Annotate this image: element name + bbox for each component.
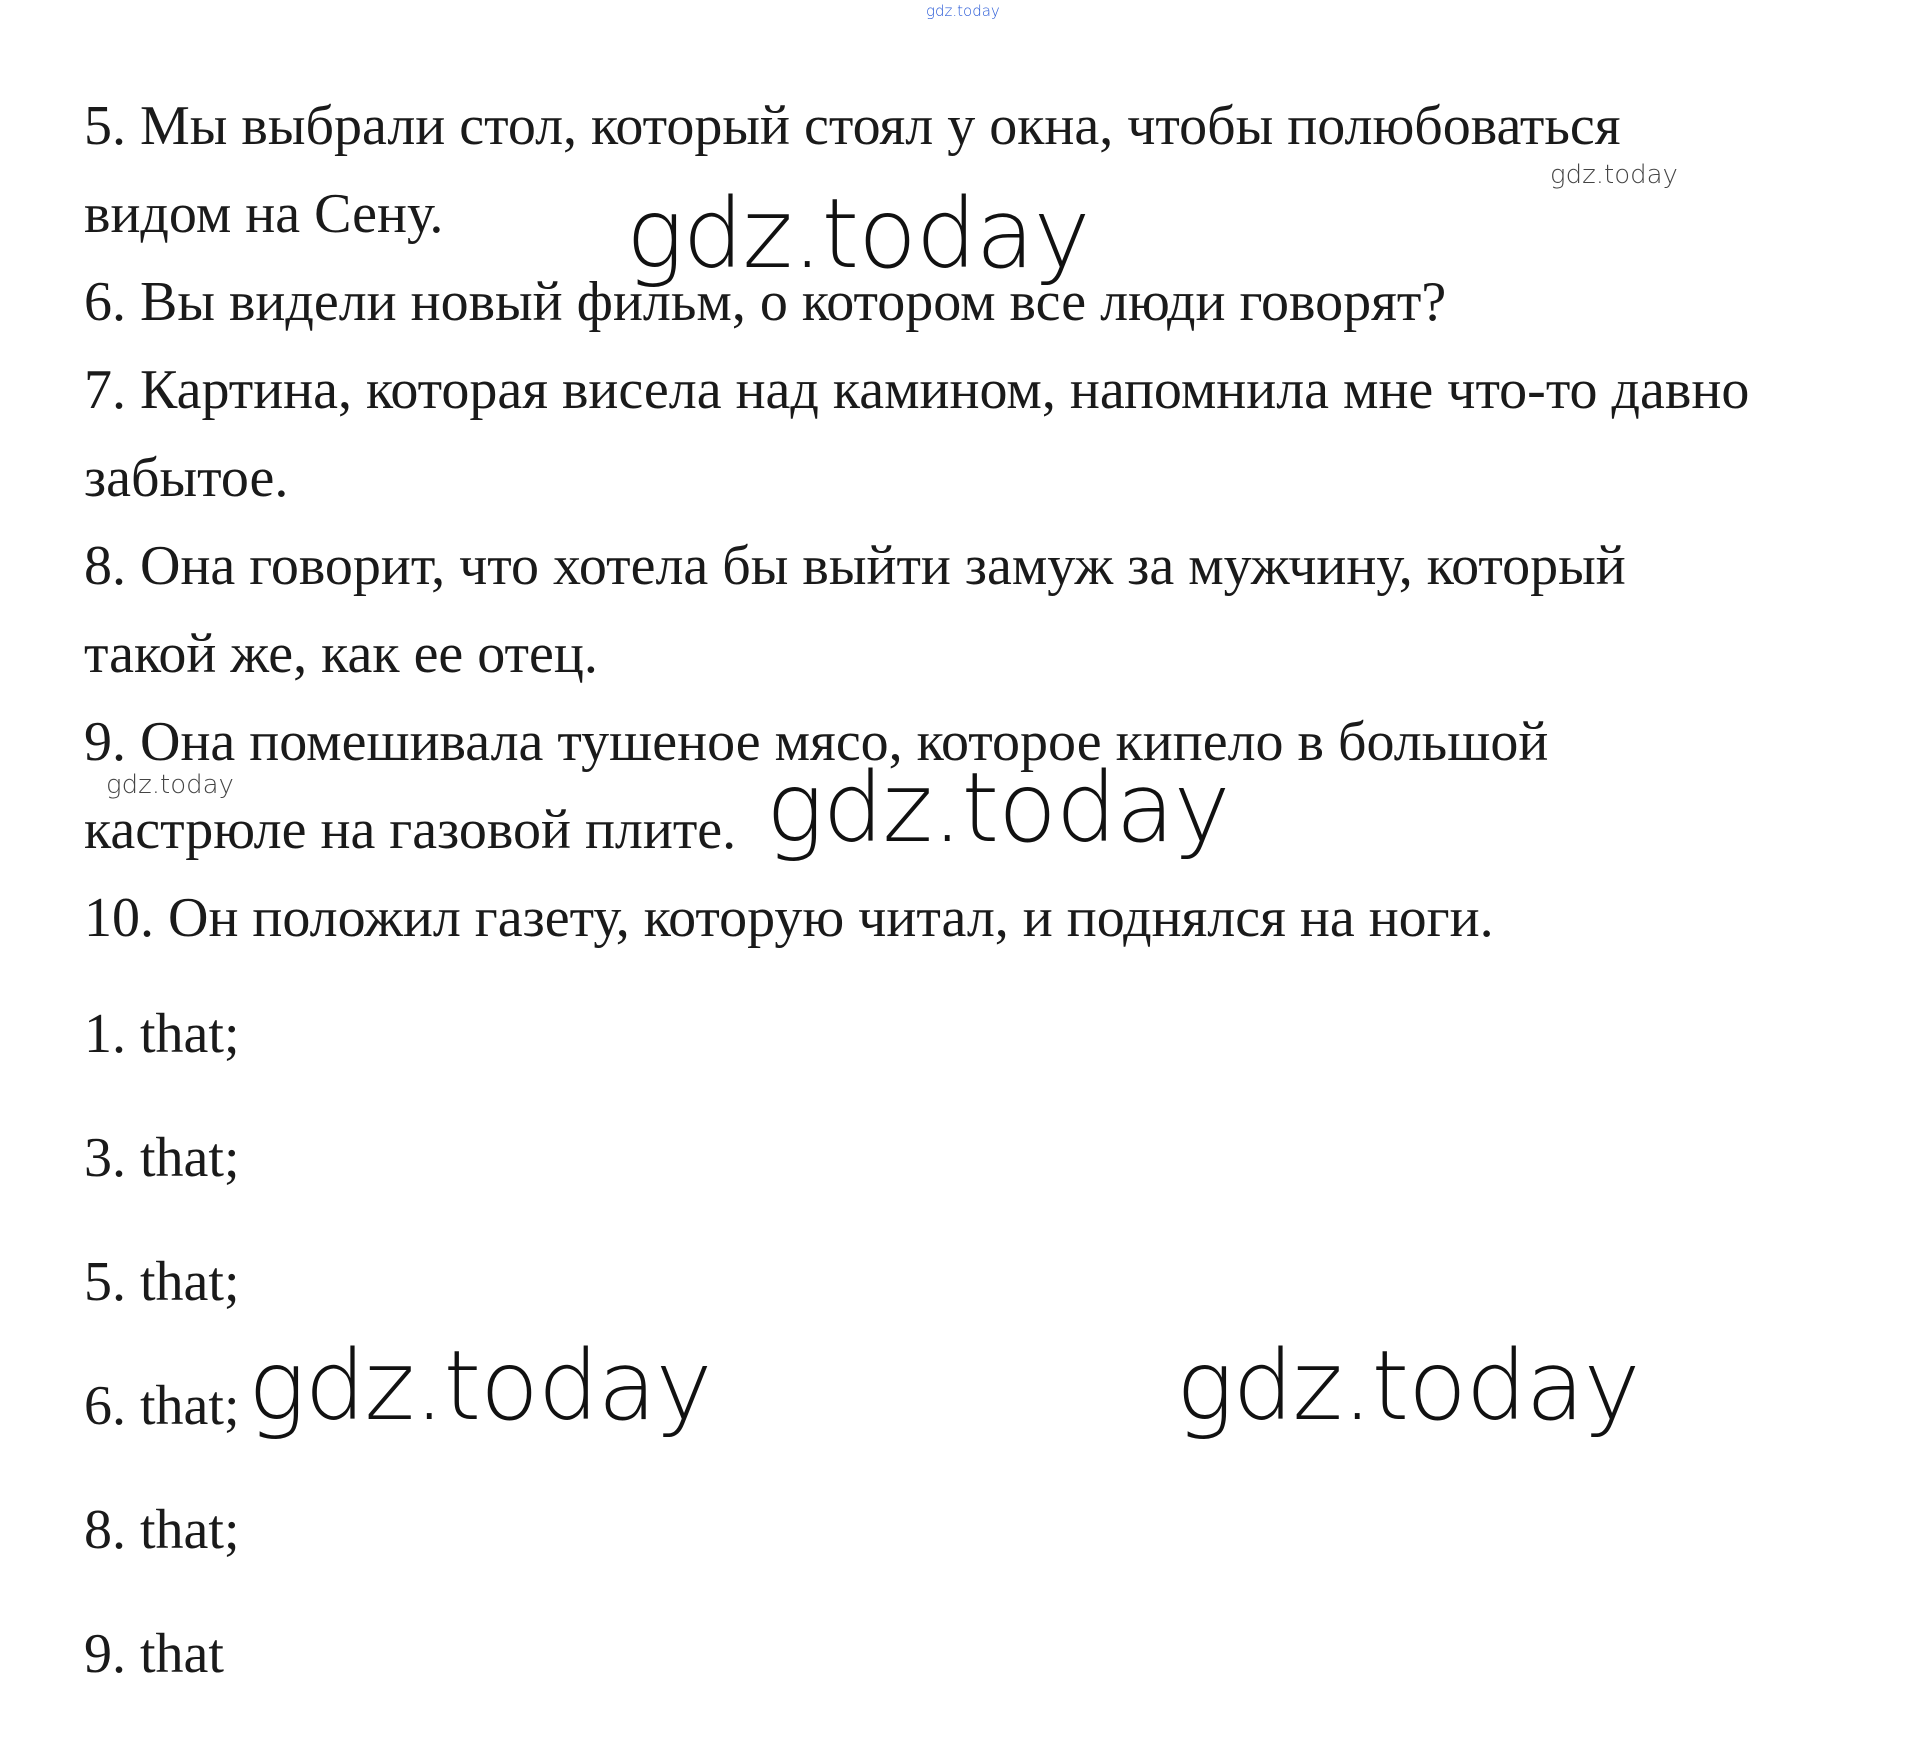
answer-9: 9. that	[84, 1623, 224, 1685]
watermark-small-1: gdz.today	[1550, 160, 1678, 190]
sentence-9: 9. Она помешивала тушеное мясо, которое кипело в большой кастрюле на газовой плите.	[84, 711, 1549, 861]
answer-6: 6. that;	[84, 1375, 240, 1437]
watermark-big-3: gdz.today	[248, 1330, 712, 1442]
watermark-top: gdz.today	[926, 2, 1000, 20]
watermark-big-4: gdz.today	[1176, 1330, 1640, 1442]
answer-5: 5. that;	[84, 1251, 240, 1313]
sentence-8: 8. Она говорит, что хотела бы выйти замуж за мужчину, который такой же, как ее отец.	[84, 535, 1626, 685]
watermark-big-1: gdz.today	[626, 178, 1090, 290]
answer-1: 1. that;	[84, 1003, 240, 1065]
answer-3: 3. that;	[84, 1127, 240, 1189]
sentence-5: 5. Мы выбрали стол, который стоял у окна, чтобы полюбоваться видом на Сену.	[84, 95, 1621, 245]
answer-8: 8. that;	[84, 1499, 240, 1561]
sentence-10: 10. Он положил газету, которую читал, и поднялся на ноги.	[84, 887, 1494, 949]
answer-list	[84, 1002, 240, 1746]
sentence-7: 7. Картина, которая висела над камином, напомнила мне что-то давно забытое.	[84, 359, 1750, 509]
watermark-big-2: gdz.today	[766, 752, 1230, 864]
sentence-6: 6. Вы видели новый фильм, о котором все люди говорят?	[84, 271, 1447, 333]
watermark-small-2: gdz.today	[106, 770, 234, 800]
